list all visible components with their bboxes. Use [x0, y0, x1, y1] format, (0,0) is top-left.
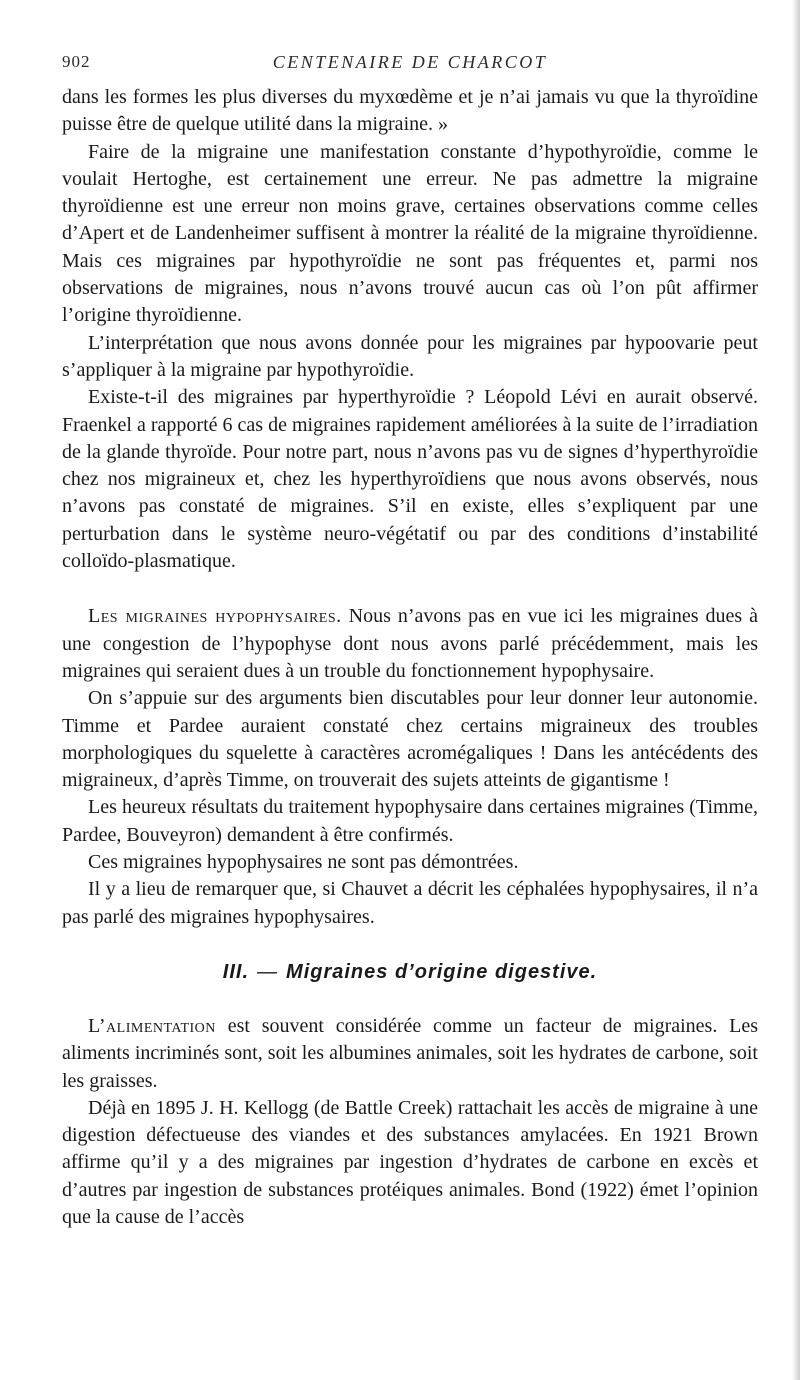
page-edge-shadow	[792, 0, 800, 1380]
paragraph-hertoghe: Faire de la migraine une manifestation constante d’hypothyroïdie, comme le voulait Hertoghe, est certainement une erreur. Ne pas admettre la migraine thyroïdienne est une erreur non moins grave, certaines observations comme celles d’Apert et de Landenheimer suffisent à montrer la réalité de la migraine thyroïdienne. Mais ces migraines par hypothyroïdie ne sont pas fréquentes et, parmi nos observations de migraines, nous n’avons trouvé aucun cas où l’on pût affirmer l’origine thyroïdienne.	[62, 140, 758, 327]
paragraph-hyperthyroidie: Existe-t-il des migraines par hyperthyroïdie ? Léopold Lévi en aurait observé. Fraenkel a rapporté 6 cas de migraines rapidement améliorées à la suite de l’irradiation de la glande thyroïde. Pour notre part, nous n’avons pas vu de signes d’hyperthyroïdie chez nos migraineux et, chez les hyperthyroïdiens que nous avons observés, nous n’avons pas constaté de migraines. S’il en existe, elles s’expliquent par une perturbation dans le système neuro-végétatif ou par des conditions d’instabilité colloïdo-plasmatique.	[62, 386, 758, 573]
page-number: 902	[62, 52, 91, 71]
paragraph-non-demontrees: Ces migraines hypophysaires ne sont pas démontrées.	[88, 851, 519, 874]
section-lead-hypophysaires: Les migraines hypophysaires.	[88, 605, 342, 628]
paragraph-kellogg: Déjà en 1895 J. H. Kellogg (de Battle Creek) rattachait les accès de migraine à une digestion défectueuse des viandes et des substances amylacées. En 1921 Brown affirme qu’il y a des migraines par ingestion d’hydrates de carbone en excès et d’autres par ingestion de substances protéiques animales. Bond (1922) émet l’opinion que la cause de l’accès	[62, 1096, 758, 1228]
paragraph-migraines-hypophysaires	[62, 603, 758, 685]
paragraph-hypoovarie: L’interprétation que nous avons donnée pour les migraines par hypoovarie peut s’appliquer à la migraine par hypothyroïdie.	[62, 331, 758, 381]
page-header	[62, 52, 758, 78]
paragraph-chauvet: Il y a lieu de remarquer que, si Chauvet a décrit les céphalées hypophysaires, il n’a pas parlé des migraines hypophysaires.	[62, 878, 758, 928]
running-title: CENTENAIRE DE CHARCOT	[272, 52, 548, 72]
section-spacer	[62, 575, 758, 603]
paragraph-myxoedeme: dans les formes les plus diverses du myxœdème et je n’ai jamais vu que la thyroïdine puisse être de quelque utilité dans la migraine. »	[62, 86, 758, 136]
heading-dash: —	[257, 960, 279, 983]
heading-spacer-top	[62, 931, 758, 959]
heading-title: Migraines d’origine digestive.	[286, 960, 598, 983]
heading-number: III.	[222, 960, 250, 983]
paragraph-traitement: Les heureux résultats du traitement hypophysaire dans certaines migraines (Timme, Pardee, Bouveyron) demandent à être confirmés.	[62, 796, 758, 846]
heading-spacer-bottom	[62, 986, 758, 1013]
paragraph-alimentation-text: est souvent considérée comme un facteur de migraines. Les aliments incriminés sont, soit les albumines animales, soit les hydrates de carbone, soit les graisses.	[62, 1014, 758, 1092]
paragraph-alimentation	[62, 1013, 758, 1095]
section-lead-alimentation: L’alimentation	[88, 1014, 216, 1037]
section-heading-digestive	[62, 959, 758, 986]
body-text	[62, 84, 758, 1231]
paragraph-autonomie: On s’appuie sur des arguments bien discutables pour leur donner leur autonomie. Timme et Pardee auraient constaté chez certains migraineux des troubles morphologiques du squelette à caractères acromégaliques ! Dans les antécédents des migraineux, d’après Timme, on trouverait des sujets atteints de gigantisme !	[62, 687, 758, 792]
paragraph-hypophysaires-text: Nous n’avons pas en vue ici les migraines dues à une congestion de l’hypophyse dont nous avons parlé précédemment, mais les migraines qui seraient dues à un trouble du fonctionnement hypophysaire.	[62, 605, 758, 682]
